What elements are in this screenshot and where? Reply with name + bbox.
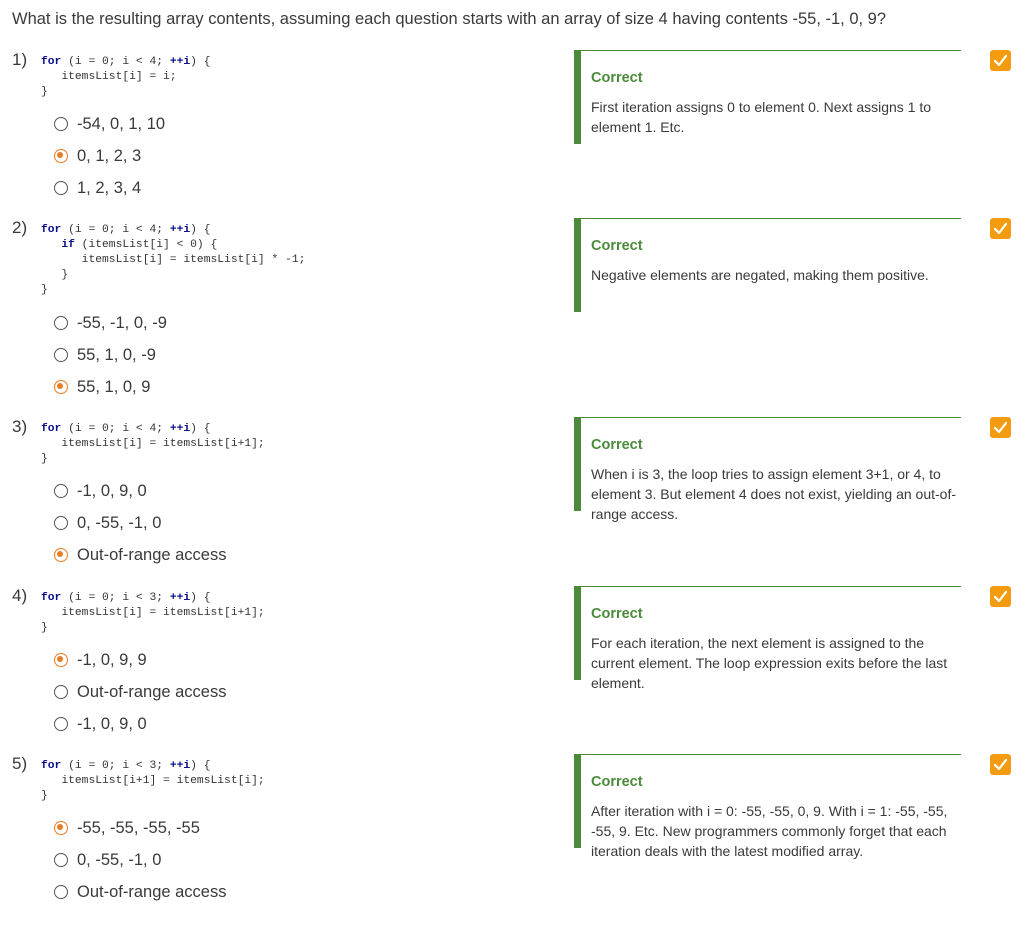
check-icon — [990, 754, 1011, 775]
question-number: 2) — [12, 218, 28, 237]
answer-choice-label: -1, 0, 9, 0 — [77, 481, 147, 500]
feedback-text: For each iteration, the next element is assigned to the current element. The loop expression exits before the last element. — [591, 635, 948, 691]
radio-selected-icon[interactable] — [54, 548, 68, 562]
feedback-text: First iteration assigns 0 to element 0. Next assigns 1 to element 1. Etc. — [591, 99, 932, 135]
radio-unselected-icon[interactable] — [54, 117, 68, 131]
answer-choice-label: Out-of-range access — [77, 545, 227, 564]
code-line: for (i = 0; i < 4; ++i) { — [41, 423, 211, 435]
feedback-text: When i is 3, the loop tries to assign element 3+1, or 4, to element 3. But element 4 does not exist, yielding an out-of-range access. — [591, 466, 956, 522]
answer-choice-label: -1, 0, 9, 0 — [77, 714, 147, 733]
answer-choice[interactable] — [54, 881, 226, 903]
radio-selected-icon[interactable] — [54, 380, 68, 394]
code-line: for (i = 0; i < 3; ++i) { — [41, 760, 211, 772]
code-line: } — [41, 86, 48, 98]
feedback-title: Correct — [591, 774, 643, 790]
feedback-panel — [574, 754, 961, 859]
answer-choice[interactable] — [54, 145, 141, 167]
answer-choice-label: 0, -55, -1, 0 — [77, 850, 162, 869]
code-line: itemsList[i] = itemsList[i+1]; — [41, 607, 265, 619]
feedback-panel — [574, 417, 961, 522]
code-line: for (i = 0; i < 4; ++i) { — [41, 224, 211, 236]
code-snippet — [41, 422, 265, 467]
answer-choice[interactable] — [54, 113, 165, 135]
answer-choice[interactable] — [54, 512, 161, 534]
code-line: if (itemsList[i] < 0) { — [61, 239, 218, 251]
code-line: for (i = 0; i < 4; ++i) { — [41, 56, 211, 68]
code-line: } — [41, 622, 48, 634]
radio-unselected-icon[interactable] — [54, 316, 68, 330]
answer-choice[interactable] — [54, 544, 226, 566]
answer-choice[interactable] — [54, 849, 161, 871]
code-line: for (i = 0; i < 3; ++i) { — [41, 592, 211, 604]
code-snippet — [41, 223, 305, 298]
feedback-text: Negative elements are negated, making them positive. — [591, 267, 929, 283]
feedback-title: Correct — [591, 70, 643, 86]
answer-choice[interactable] — [54, 480, 147, 502]
code-line: itemsList[i+1] = itemsList[i]; — [41, 775, 265, 787]
answer-choice-label: Out-of-range access — [77, 882, 227, 901]
radio-unselected-icon[interactable] — [54, 685, 68, 699]
answer-choice-label: -55, -55, -55, -55 — [77, 818, 200, 837]
radio-unselected-icon[interactable] — [54, 853, 68, 867]
feedback-text: After iteration with i = 0: -55, -55, 0, 9. With i = 1: -55, -55, -55, 9. Etc. New programmers commonly forget that each iteration deals with the latest modified array. — [591, 803, 948, 859]
feedback-title: Correct — [591, 238, 643, 254]
answer-choice-label: -55, -1, 0, -9 — [77, 313, 167, 332]
answer-choice-label: Out-of-range access — [77, 682, 227, 701]
code-line: } — [41, 284, 48, 296]
feedback-title: Correct — [591, 437, 643, 453]
answer-choice[interactable] — [54, 713, 147, 735]
answer-choice[interactable] — [54, 817, 200, 839]
answer-choice-label: 0, 1, 2, 3 — [77, 146, 142, 165]
code-line: itemsList[i] = itemsList[i+1]; — [41, 438, 265, 450]
code-line: } — [41, 269, 69, 281]
answer-choice-label: 0, -55, -1, 0 — [77, 513, 162, 532]
check-icon — [990, 50, 1011, 71]
question-number: 1) — [12, 50, 28, 69]
answer-choice-label: 1, 2, 3, 4 — [77, 178, 142, 197]
feedback-panel — [574, 50, 961, 144]
radio-unselected-icon[interactable] — [54, 516, 68, 530]
answer-choice[interactable] — [54, 344, 156, 366]
radio-unselected-icon[interactable] — [54, 717, 68, 731]
answer-choice-label: 55, 1, 0, 9 — [77, 377, 151, 396]
question-number: 3) — [12, 417, 28, 436]
radio-selected-icon[interactable] — [54, 149, 68, 163]
feedback-panel — [574, 218, 961, 312]
check-icon — [990, 586, 1011, 607]
check-icon — [990, 417, 1011, 438]
code-line: } — [41, 453, 48, 465]
radio-unselected-icon[interactable] — [54, 484, 68, 498]
code-line: itemsList[i] = itemsList[i] * -1; — [41, 254, 306, 266]
question-prompt: What is the resulting array contents, assuming each question starts with an array of size 4 having contents -55, -1, 0, 9? — [12, 10, 887, 28]
answer-choice-label: -1, 0, 9, 9 — [77, 650, 147, 669]
answer-choice-label: 55, 1, 0, -9 — [77, 345, 156, 364]
radio-unselected-icon[interactable] — [54, 885, 68, 899]
question-number: 4) — [12, 586, 28, 605]
radio-unselected-icon[interactable] — [54, 181, 68, 195]
answer-choice[interactable] — [54, 376, 150, 398]
feedback-title: Correct — [591, 606, 643, 622]
code-line: itemsList[i] = i; — [41, 71, 177, 83]
radio-selected-icon[interactable] — [54, 821, 68, 835]
code-snippet — [41, 591, 265, 636]
code-snippet — [41, 759, 265, 804]
answer-choice[interactable] — [54, 312, 167, 334]
answer-choice[interactable] — [54, 681, 226, 703]
radio-selected-icon[interactable] — [54, 653, 68, 667]
answer-choice[interactable] — [54, 649, 147, 671]
feedback-panel — [574, 586, 961, 691]
radio-unselected-icon[interactable] — [54, 348, 68, 362]
code-snippet — [41, 55, 211, 100]
answer-choice[interactable] — [54, 177, 141, 199]
code-line: } — [41, 790, 48, 802]
check-icon — [990, 218, 1011, 239]
answer-choice-label: -54, 0, 1, 10 — [77, 114, 166, 133]
question-number: 5) — [12, 754, 28, 773]
